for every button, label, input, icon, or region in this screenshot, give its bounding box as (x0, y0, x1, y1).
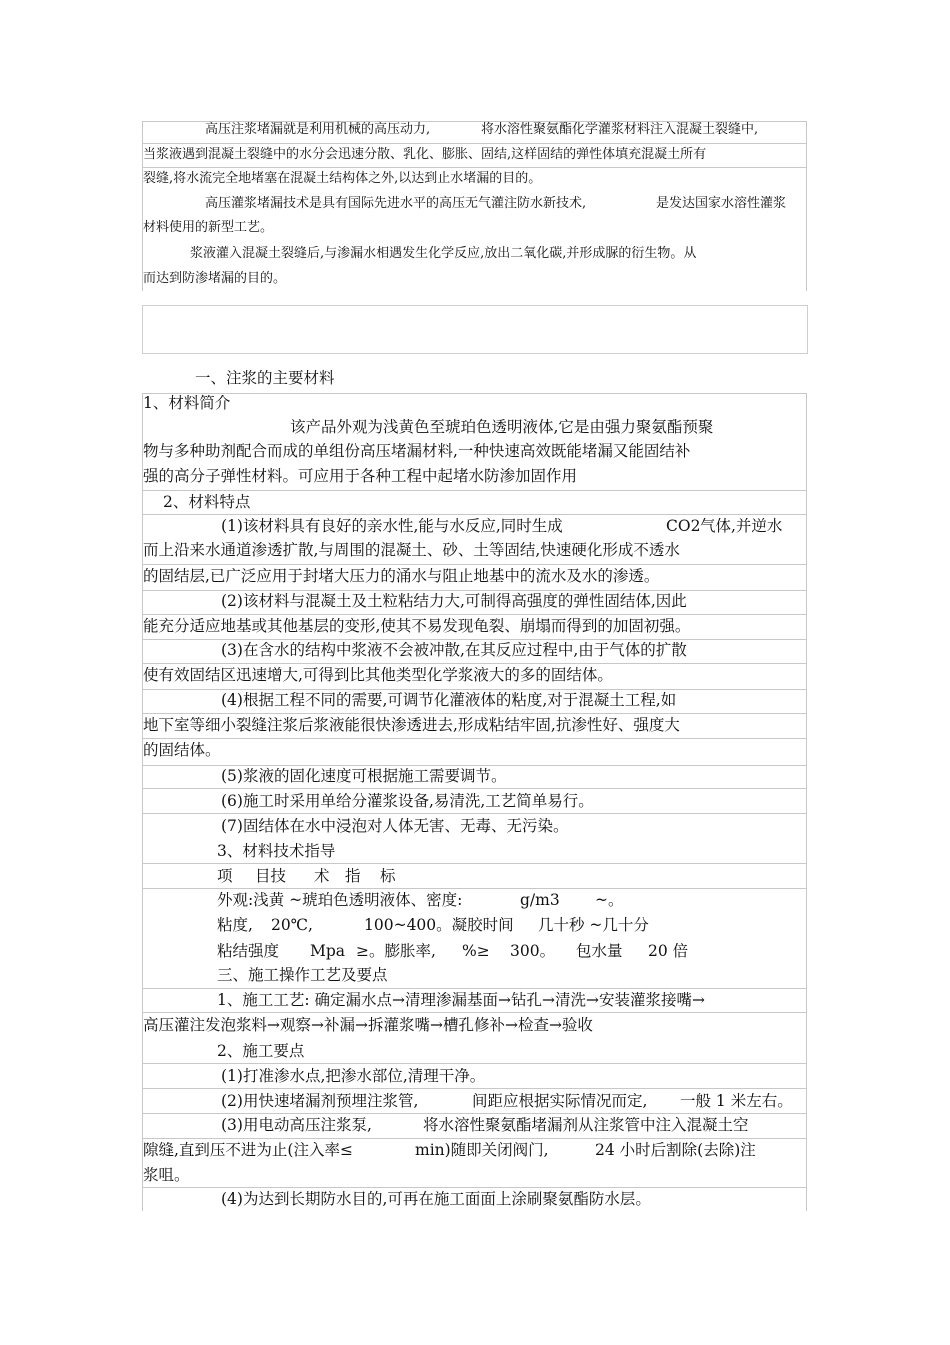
feature-7: (7)固结体在水中浸泡对人体无害、无毒、无污染。 (221, 817, 569, 835)
materials-intro-line2: 物与多种助剂配合而成的单组份高压堵漏材料,一种快速高效既能堵漏又能固结补 (143, 442, 691, 460)
feature-4-line3: 的固结体。 (143, 741, 221, 759)
intro-p2-line2: 材料使用的新型工艺。 (143, 220, 274, 235)
process-line1: 1、施工工艺: 确定漏水点→清理渗漏基面→钻孔→清洗→安装灌浆接嘴→ (217, 991, 705, 1009)
feature-1-co2: CO2 (666, 517, 701, 535)
materials-intro-title: 1、材料简介 (143, 394, 231, 412)
spec-water-value: 20 倍 (648, 942, 689, 960)
materials-intro-line3: 强的高分子弹性材料。可应用于各种工程中起堵水防渗加固作用 (143, 467, 578, 485)
feature-2-line1: (2)该材料与混凝土及土粒粘结力大,可制得高强度的弹性固结体,因此 (221, 592, 687, 610)
feature-2-line2: 能充分适应地基或其他基层的变形,使其不易发现龟裂、崩塌而得到的加固初强。 (143, 617, 691, 635)
spec-title: 3、材料技术指导 (217, 842, 336, 860)
spec-header-4: 指 (345, 867, 361, 885)
point-3a: (3)用电动高压注浆泵, (221, 1116, 372, 1134)
point-3d: min)随即关闭阀门, (415, 1141, 549, 1159)
feature-3-line2: 使有效固结区迅速增大,可得到比其他类型化学浆液大的多的固结体。 (143, 666, 613, 684)
feature-1-line1c: 气体,并逆水 (700, 517, 783, 535)
spec-expansion-value: 300。 (510, 942, 556, 960)
spec-bond-label: 粘结强度 (217, 942, 280, 960)
points-title: 2、施工要点 (217, 1042, 305, 1060)
empty-table-cell (142, 305, 808, 354)
feature-4-line2: 地下室等细小裂缝注浆后浆液能很快渗透进去,形成粘结牢固,抗渗性好、强度大 (143, 716, 680, 734)
section-heading-materials: 一、注浆的主要材料 (195, 369, 335, 387)
intro-p1-line1a: 高压注浆堵漏就是利用机械的高压动力, (205, 122, 431, 137)
spec-header-1: 项 (217, 867, 233, 885)
spec-header-2: 目技 (255, 867, 287, 885)
spec-header-3: 术 (314, 867, 330, 885)
intro-p2-line1b: 是发达国家水溶性灌浆 (656, 196, 787, 211)
point-1: (1)打准渗水点,把渗水部位,清理干净。 (221, 1067, 486, 1085)
intro-p1-line1b: 将水溶性聚氨酯化学灌浆材料注入混凝土裂缝中, (481, 122, 759, 137)
feature-1-line3: 的固结层,已广泛应用于封堵大压力的涌水与阻止地基中的流水及水的渗透。 (143, 567, 660, 585)
point-4: (4)为达到长期防水目的,可再在施工面面上涂刷聚氨酯防水层。 (221, 1190, 651, 1208)
intro-p1-line2: 当浆液遇到混凝土裂缝中的水分会迅速分散、乳化、膨胀、固结,这样固结的弹性体填充混凝土所有 (143, 147, 707, 162)
feature-1-line1a: (1)该材料具有良好的亲水性,能与水反应,同时生成 (221, 517, 563, 535)
spec-header-5: 标 (380, 867, 396, 885)
feature-1-line2: 而上沿来水通道渗透扩散,与周围的混凝土、砂、土等固结,快速硬化形成不透水 (143, 541, 680, 559)
spec-water-label: 包水量 (576, 942, 623, 960)
section-heading-construction: 三、施工操作工艺及要点 (217, 966, 388, 984)
materials-intro-line1: 该产品外观为浅黄色至琥珀色透明液体,它是由强力聚氨酯预聚 (290, 418, 714, 436)
point-3f: 浆咀。 (143, 1166, 190, 1184)
intro-p2-line1a: 高压灌浆堵漏技术是具有国际先进水平的高压无气灌注防水新技术, (205, 196, 587, 211)
process-line2: 高压灌注发泡浆料→观察→补漏→拆灌浆嘴→槽孔修补→检查→验收 (143, 1016, 593, 1034)
point-2a: (2)用快速堵漏剂预埋注浆管, (221, 1092, 419, 1110)
feature-6: (6)施工时采用单给分灌浆设备,易清洗,工艺简单易行。 (221, 792, 594, 810)
point-3c: 隙缝,直到压不进为止(注入率≤ (143, 1141, 353, 1159)
spec-bond-unit: Mpa (310, 942, 346, 960)
spec-viscosity-temp: 20℃, (271, 916, 313, 934)
point-3e: 24 小时后割除(去除)注 (595, 1141, 756, 1159)
spec-appearance: 外观:浅黄 ~琥珀色透明液体、密度: (217, 891, 463, 909)
feature-4-line1: (4)根据工程不同的需要,可调节化灌液体的粘度,对于混凝土工程,如 (221, 691, 677, 709)
spec-density-unit: g/m3 (520, 891, 560, 909)
intro-p3-line1: 浆液灌入混凝土裂缝后,与渗漏水相遇发生化学反应,放出二氧化碳,并形成脲的衍生物。从 (190, 246, 697, 261)
spec-viscosity-value: 100~400。凝胶时间 (364, 916, 514, 934)
feature-5: (5)浆液的固化速度可根据施工需要调节。 (221, 767, 507, 785)
point-2b: 间距应根据实际情况而定, (472, 1092, 648, 1110)
point-2c: 一般 1 米左右。 (680, 1092, 793, 1110)
intro-p3-line2: 而达到防渗堵漏的目的。 (143, 271, 287, 286)
point-3b: 将水溶性聚氨酯堵漏剂从注浆管中注入混凝土空 (423, 1116, 749, 1134)
features-title: 2、材料特点 (163, 493, 251, 511)
spec-expansion-label: ≥。膨胀率, (356, 942, 436, 960)
spec-viscosity-label: 粘度, (217, 916, 253, 934)
intro-p1-line3: 裂缝,将水流完全地堵塞在混凝土结构体之外,以达到止水堵漏的目的。 (143, 171, 542, 186)
spec-gel-time: 几十秒 ~几十分 (538, 916, 649, 934)
feature-3-line1: (3)在含水的结构中浆液不会被冲散,在其反应过程中,由于气体的扩散 (221, 641, 687, 659)
spec-density-value: ~。 (595, 891, 624, 909)
spec-expansion-sign: %≥ (462, 942, 490, 960)
